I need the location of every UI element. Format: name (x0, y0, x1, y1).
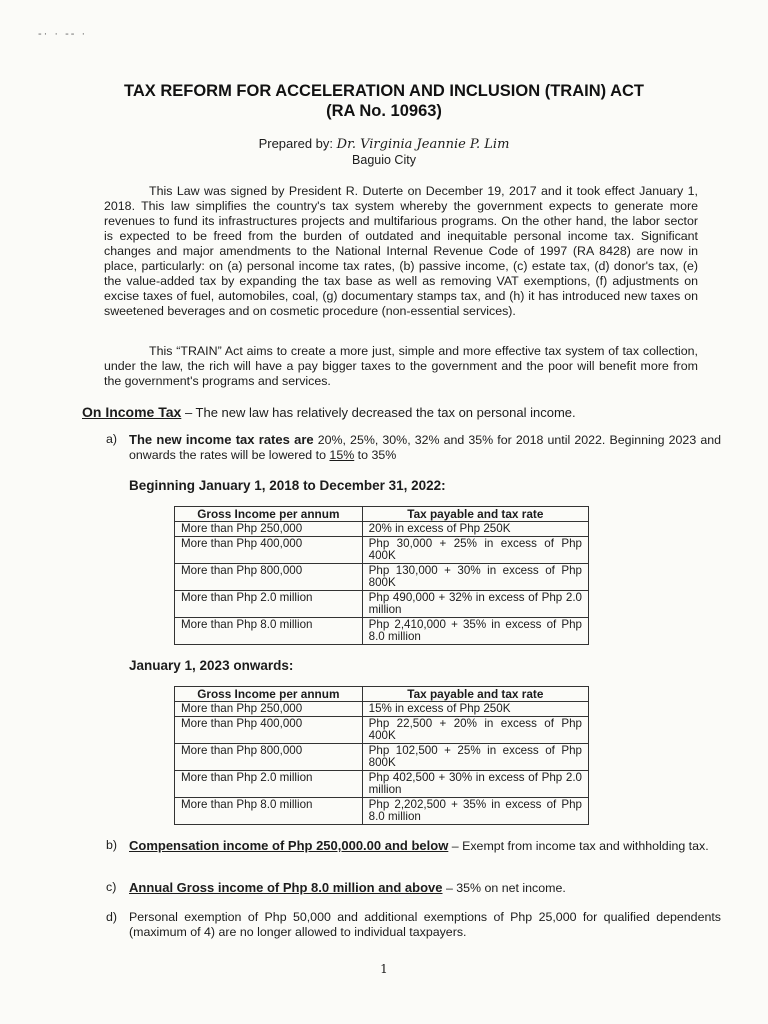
table-row (175, 537, 589, 564)
table-row (175, 771, 589, 798)
table-header-cell: Tax payable and tax rate (362, 687, 588, 702)
aim-paragraph: This “TRAIN” Act aims to create a more just, simple and more effective tax system of tax collection, under the law, the rich will have a pay bigger taxes to the government and the poor will benefit more from the government's programs and services. (104, 344, 698, 388)
table-cell-income: More than Php 2.0 million (175, 591, 363, 618)
list-item-body: Personal exemption of Php 50,000 and additional exemptions of Php 25,000 for qualified dependents (maximum of 4) are no longer allowed to individual taxpayers. (129, 910, 721, 939)
table-row (175, 618, 589, 645)
list-item-lead: Compensation income of Php 250,000.00 and below (129, 838, 449, 853)
table-cell-tax: Php 22,500 + 20% in excess of Php 400K (362, 717, 588, 744)
table-header-cell: Tax payable and tax rate (362, 507, 588, 522)
underlined-rate: 15% (329, 448, 355, 462)
table-row (175, 744, 589, 771)
table-cell-tax: Php 130,000 + 30% in excess of Php 800K (362, 564, 588, 591)
list-item-body (129, 838, 721, 854)
table-cell-income: More than Php 400,000 (175, 537, 363, 564)
document-subtitle: (RA No. 10963) (326, 102, 442, 120)
income-tax-section-heading (82, 404, 576, 420)
table-cell-tax: 15% in excess of Php 250K (362, 702, 588, 717)
intro-paragraph: This Law was signed by President R. Duterte on December 19, 2017 and it took effect January 1, 2018. This law simplifies the country's tax system whereby the government expects to generate more revenues to fund its infrastructures projects and multifarious programs. On the other hand, the labor sector is expected to be freed from the burden of outdated and inequitable personal income tax. Significant changes and major amendments to the National Internal Revenue Code of 1997 (RA 8428) are now in place, particularly: on (a) personal income tax rates, (b) passive income, (c) estate tax, (d) donor's tax, (e) the value-added tax by expanding the tax base as well as removing VAT exemptions, (f) adjustments on excise taxes of fuel, automobiles, coal, (g) documentary stamps tax, and (h) it has introduced new taxes on sweetened beverages and on cosmetic procedure (non-essential services). (104, 184, 698, 318)
table-row (175, 564, 589, 591)
tax-table-2018-2022 (174, 506, 589, 645)
table-cell-tax: Php 30,000 + 25% in excess of Php 400K (362, 537, 588, 564)
list-item-text: – Exempt from income tax and withholding tax. (448, 839, 709, 853)
table-cell-tax: Php 2,410,000 + 35% in excess of Php 8.0 million (362, 618, 588, 645)
table-header-row (175, 687, 589, 702)
list-marker: a) (106, 432, 118, 446)
list-marker: c) (106, 880, 117, 894)
table-header-cell: Gross Income per annum (175, 687, 363, 702)
table-row (175, 522, 589, 537)
list-marker: d) (106, 910, 118, 924)
list-item-lead: Annual Gross income of Php 8.0 million and above (129, 880, 443, 895)
prepared-by (0, 136, 768, 152)
list-item-text: 20%, 25%, 30%, 32% and 35% for 2018 until 2022. Beginning 2023 and onwards the rates will be lowered to (129, 433, 721, 462)
table-row (175, 702, 589, 717)
table-header-row (175, 507, 589, 522)
table2-heading: January 1, 2023 onwards: (129, 658, 294, 673)
table-cell-tax: Php 102,500 + 25% in excess of Php 800K (362, 744, 588, 771)
table-cell-income: More than Php 2.0 million (175, 771, 363, 798)
table-cell-income: More than Php 800,000 (175, 744, 363, 771)
list-item-text: – 35% on net income. (442, 881, 566, 895)
tax-table-2023-onwards (174, 686, 589, 825)
table-cell-tax: Php 2,202,500 + 35% in excess of Php 8.0 million (362, 798, 588, 825)
table-cell-income: More than Php 250,000 (175, 702, 363, 717)
table-row (175, 717, 589, 744)
page-number: 1 (380, 962, 388, 976)
author-name: Dr. Virginia Jeannie P. Lim (336, 137, 510, 152)
table-cell-tax: Php 402,500 + 30% in excess of Php 2.0 million (362, 771, 588, 798)
section-intro: – The new law has relatively decreased the tax on personal income. (181, 405, 576, 420)
author-city: Baguio City (352, 153, 416, 167)
table-row (175, 591, 589, 618)
list-item-body (129, 880, 721, 896)
table-cell-tax: Php 490,000 + 32% in excess of Php 2.0 million (362, 591, 588, 618)
table-header-cell: Gross Income per annum (175, 507, 363, 522)
list-marker: b) (106, 838, 118, 852)
table-cell-income: More than Php 8.0 million (175, 618, 363, 645)
scan-artifact: -· · -- · (38, 28, 88, 40)
table-cell-income: More than Php 800,000 (175, 564, 363, 591)
list-item-text-end: to 35% (354, 448, 397, 462)
table-cell-income: More than Php 8.0 million (175, 798, 363, 825)
table-row (175, 798, 589, 825)
document-title: TAX REFORM FOR ACCELERATION AND INCLUSION (TRAIN) ACT (123, 82, 645, 100)
prepared-label: Prepared by: (258, 136, 334, 151)
table-cell-tax: 20% in excess of Php 250K (362, 522, 588, 537)
table1-heading: Beginning January 1, 2018 to December 31, 2022: (129, 478, 446, 493)
section-title: On Income Tax (82, 404, 182, 420)
table-cell-income: More than Php 400,000 (175, 717, 363, 744)
table-cell-income: More than Php 250,000 (175, 522, 363, 537)
list-item-body (129, 432, 721, 463)
list-item-lead: The new income tax rates are (129, 432, 314, 447)
